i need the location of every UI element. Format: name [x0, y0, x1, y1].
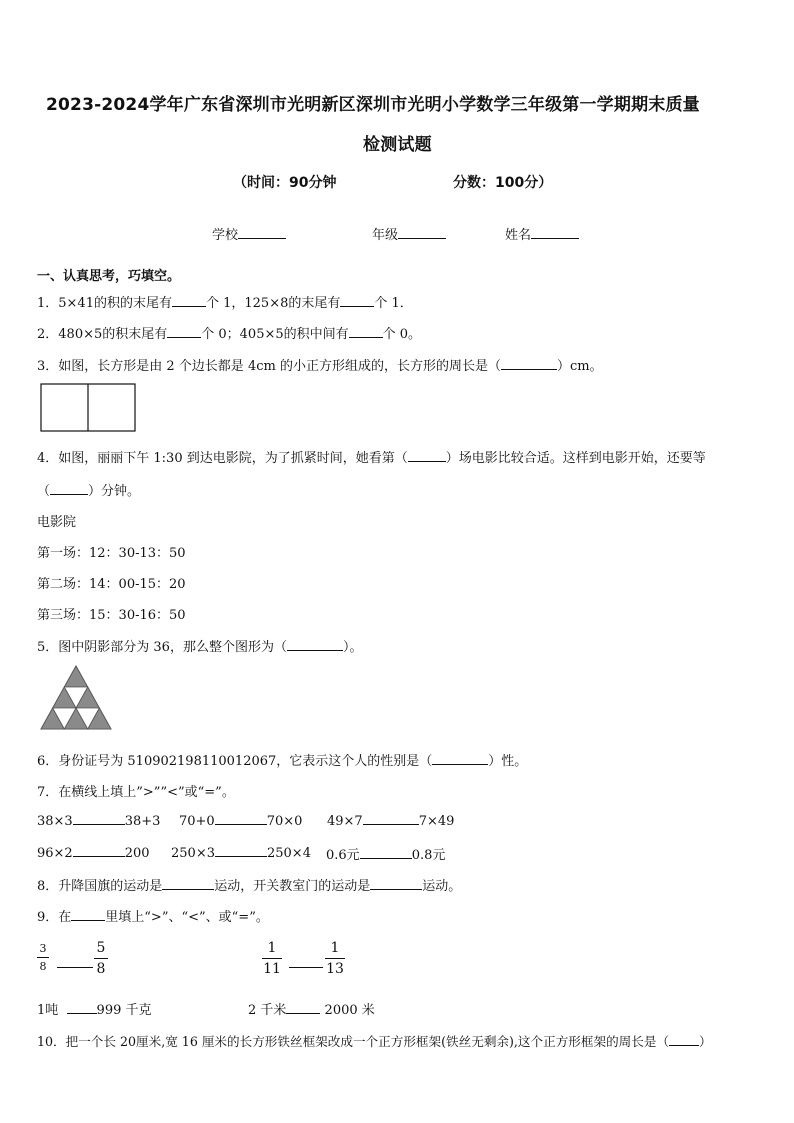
- q4-blank-1[interactable]: [408, 449, 446, 462]
- q7-expr: 96×2: [37, 846, 73, 861]
- exam-score: 分数：100分）: [453, 175, 553, 191]
- q7-expr: 70+0: [179, 814, 215, 829]
- q5-text-a: 5．图中阴影部分为 36，那么整个图形为（: [37, 640, 287, 655]
- q9-blank[interactable]: [71, 908, 105, 921]
- section-title: 一、认真思考，巧填空。: [37, 269, 181, 284]
- q7-expr: 49×7: [327, 814, 363, 829]
- q10-text-a: 10．把一个长 20厘米,宽 16 厘米的长方形铁丝框架改成一个正方形框架(铁丝无剩余),这个正方形框架的周长是（: [37, 1034, 670, 1049]
- numerator: 3: [39, 942, 47, 955]
- q7-expr: 7×49: [418, 814, 455, 829]
- q5-text-b: ）。: [342, 640, 363, 655]
- q7-expr: 38+3: [124, 814, 161, 829]
- q7-blank[interactable]: [215, 844, 267, 857]
- q3-blank[interactable]: [501, 357, 557, 370]
- question-7-stem: 7．在横线上填上”>””<”或“=”。: [37, 785, 235, 800]
- q9-row2-item1: [37, 999, 152, 1018]
- q7-blank[interactable]: [360, 846, 412, 859]
- q8-text-a: 8．升降国旗的运动是: [37, 879, 163, 894]
- q6-text-a: 6．身份证号为 510902198110012067，它表示这个人的性别是（: [37, 754, 433, 769]
- grade-field: [372, 224, 446, 243]
- question-3: [37, 355, 603, 374]
- triangle-figure: [39, 664, 115, 732]
- q7-row2-item2: [171, 844, 311, 861]
- denominator: 8: [39, 960, 47, 973]
- grade-label: 年级: [372, 228, 399, 243]
- q7-expr: 0.8元: [411, 848, 446, 863]
- showtime-3: 第三场：15：30-16：50: [37, 608, 186, 623]
- q3-text-b: ）cm。: [556, 359, 603, 374]
- q2-text-a: 2．480×5的积末尾有: [37, 327, 168, 342]
- q4-text-a: 4．如图，丽丽下午 1:30 到达电影院，为了抓紧时间，她看第（: [37, 451, 408, 466]
- q9-compare-blank-2[interactable]: [289, 967, 323, 968]
- name-blank[interactable]: [531, 226, 579, 239]
- q9-expr: 1吨: [37, 1003, 59, 1018]
- numerator: 1: [330, 940, 340, 956]
- q7-blank[interactable]: [215, 812, 267, 825]
- q7-expr: 0.6元: [326, 848, 360, 863]
- q2-text-b: 个 0；405×5的积中间有: [201, 327, 349, 342]
- q10-text-b: ）: [699, 1034, 712, 1049]
- q8-blank-1[interactable]: [162, 877, 214, 890]
- q4-blank-2[interactable]: [50, 482, 88, 495]
- exam-time: （时间：90分钟: [233, 175, 337, 191]
- q8-text-c: 运动。: [422, 879, 462, 894]
- school-blank[interactable]: [238, 226, 286, 239]
- question-5: [37, 636, 362, 655]
- question-2: [37, 323, 421, 342]
- question-9: [37, 906, 269, 925]
- q7-row1-item3: [327, 812, 454, 829]
- q7-blank[interactable]: [73, 844, 125, 857]
- q4-text-c: （: [37, 484, 51, 499]
- q2-blank-1[interactable]: [167, 325, 201, 338]
- fraction-3-8: [37, 942, 49, 973]
- q7-row2-item3: [326, 844, 445, 863]
- question-10: [37, 1031, 712, 1050]
- q9-blank-4[interactable]: [286, 1001, 320, 1014]
- rectangle-two-squares-figure: [40, 383, 138, 433]
- q9-blank-3[interactable]: [67, 1001, 97, 1014]
- q10-blank[interactable]: [669, 1033, 699, 1046]
- question-4-line2: [37, 480, 140, 499]
- q7-expr: 38×3: [37, 814, 73, 829]
- question-8: [37, 875, 461, 894]
- name-label: 姓名: [505, 228, 532, 243]
- q1-text-b: 个 1，125×8的末尾有: [205, 296, 341, 311]
- page-title-line2: 检测试题: [363, 135, 432, 155]
- q2-text-c: 个 0。: [382, 327, 422, 342]
- q9-text-a: 9．在: [37, 910, 72, 925]
- q5-blank[interactable]: [287, 638, 343, 651]
- q9-expr: 999 千克: [96, 1003, 152, 1018]
- fraction-1-13: [325, 940, 345, 977]
- q2-blank-2[interactable]: [349, 325, 383, 338]
- q9-compare-blank-1[interactable]: [57, 967, 93, 968]
- q4-text-d: ）分钟。: [88, 484, 141, 499]
- q7-row2-item1: [37, 844, 150, 861]
- q3-text-a: 3．如图，长方形是由 2 个边长都是 4cm 的小正方形组成的，长方形的周长是（: [37, 359, 501, 374]
- q7-expr: 200: [124, 846, 150, 861]
- cinema-label: 电影院: [37, 515, 77, 530]
- q8-blank-2[interactable]: [370, 877, 422, 890]
- q9-row2-item2: [248, 999, 375, 1018]
- q7-blank[interactable]: [73, 812, 125, 825]
- q9-expr: 2000 米: [324, 1003, 375, 1018]
- q7-expr: 70×0: [266, 814, 303, 829]
- denominator: 11: [263, 961, 281, 977]
- q7-row1-item2: [179, 812, 302, 829]
- name-field: [505, 224, 579, 243]
- fraction-5-8: [94, 940, 108, 977]
- question-1: [37, 292, 413, 311]
- q1-text-c: 个 1．: [374, 296, 413, 311]
- q6-blank[interactable]: [432, 752, 488, 765]
- q9-expr: 2 千米: [248, 1003, 287, 1018]
- question-6: [37, 750, 527, 769]
- q7-row1-item1: [37, 812, 160, 829]
- showtime-2: 第二场：14：00-15：20: [37, 577, 186, 592]
- q1-blank-1[interactable]: [172, 294, 206, 307]
- numerator: 5: [96, 940, 106, 956]
- q9-text-b: 里填上“>”、“<”、或“=”。: [105, 910, 269, 925]
- q1-blank-2[interactable]: [340, 294, 374, 307]
- fraction-1-11: [262, 940, 282, 977]
- denominator: 13: [326, 961, 344, 977]
- q8-text-b: 运动，开关教室门的运动是: [214, 879, 371, 894]
- numerator: 1: [267, 940, 277, 956]
- showtime-1: 第一场：12：30-13：50: [37, 546, 186, 561]
- question-4-line1: [37, 447, 706, 466]
- q7-expr: 250×3: [171, 846, 215, 861]
- q4-text-b: ）场电影比较合适。这样到电影开始，还要等: [445, 451, 706, 466]
- school-label: 学校: [212, 228, 239, 243]
- school-field: [212, 224, 286, 243]
- q7-expr: 250×4: [266, 846, 311, 861]
- page-title-line1: 2023-2024学年广东省深圳市光明新区深圳市光明小学数学三年级第一学期期末质量: [46, 95, 700, 115]
- grade-blank[interactable]: [398, 226, 446, 239]
- q7-blank[interactable]: [363, 812, 419, 825]
- denominator: 8: [96, 961, 106, 977]
- q6-text-b: ）性。: [488, 754, 528, 769]
- q1-text-a: 1．5×41的积的末尾有: [37, 296, 172, 311]
